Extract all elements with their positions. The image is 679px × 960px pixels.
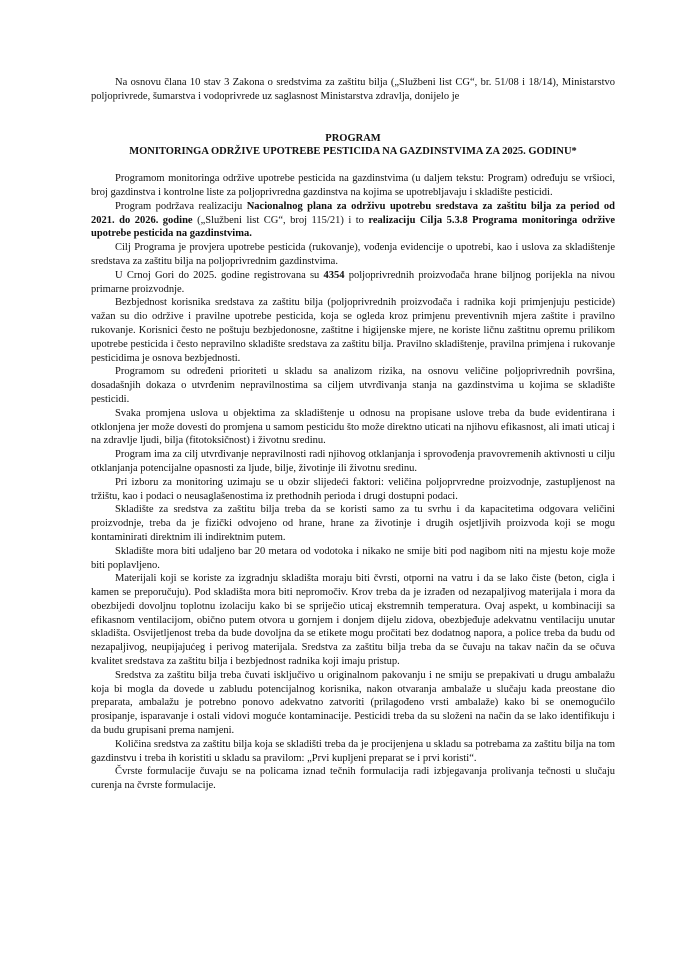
paragraph-10: Skladište za sredstva za zaštitu bilja treba da se koristi samo za tu svrhu i da kapacitetima odgovara veličini proizvodnje, treba da je fizički odvojeno od hrane, hrane za životinje i drugih osjetljivih proizvoda koji se mogu kontaminirati direktnim ili indirektnim putem.: [91, 504, 615, 543]
p2-bold-plan: Nacionalnog plana za održivu upotrebu sredstava za zaštitu bilja za period od 2021. do 2026. godine: [91, 200, 615, 226]
paragraph-1: Programom monitoringa održive upotrebe pesticida na gazdinstvima (u daljem tekstu: Program) određuju se vršioci, broj gazdinstva i kontrolne liste za poljoprivredna gazdinstva na kojima se upotrebljavaju i skladište pesticidi.: [91, 173, 615, 198]
document-title: [91, 132, 615, 160]
intro-paragraph: Na osnovu člana 10 stav 3 Zakona o sredstvima za zaštitu bilja („Službeni list CG“, br. 51/08 i 18/14), Ministarstvo poljoprivrede, šumarstva i vodoprivrede uz saglasnost Ministarstva zdravlja, donijelo je: [91, 77, 615, 102]
title-line-2: MONITORINGA ODRŽIVE UPOTREBE PESTICIDA NA GAZDINSTVIMA ZA 2025. GODINU*: [129, 146, 577, 158]
paragraph-11: Skladište mora biti udaljeno bar 20 metara od vodotoka i nikako ne smije biti pod nagibom niti na mjestu koje može biti poplavljeno.: [91, 545, 615, 571]
paragraph-4: [91, 269, 615, 297]
p2-bold-goal: realizaciju Cilja 5.3.8 Programa monitoringa održive upotrebe pesticida na gazdinstvima.: [91, 214, 615, 240]
paragraph-14: Količina sredstva za zaštitu bilja koja se skladišti treba da je procijenjena u skladu sa potrebama za zaštitu bilja na tom gazdinstvu i treba ih koristiti u skladu sa pravilom: „Prvi kupljeni preparat se i prvi koristi“.: [91, 738, 615, 764]
title-line-1: PROGRAM: [325, 132, 381, 144]
paragraph-13: Sredstva za zaštitu bilja treba čuvati isključivo u originalnom pakovanju i ne smiju se prepakivati u drugu ambalažu koja bi mogla da dovede u zabludu potencijalnog korisnika, nakon otvaranja ambalaže u slučaju kada preostane dio preparata, ambalažu je potrebno ponovo adekvatno zatvoriti (prilagođeno vrsti ambalaže) kako bi se onemogućilo prosipanje, isparavanje i ostali vidovi moguće kontaminacije. Pesticidi treba da su složeni na način da se lako identifikuju i da budu grupisani prema namjeni.: [91, 669, 615, 737]
p4-bold-count: 4354: [323, 269, 345, 281]
paragraph-2: [91, 200, 615, 241]
paragraph-7: Svaka promjena uslova u objektima za skladištenje u odnosu na propisane uslove treba da bude evidentirana i otklonjena jer može dovesti do promjena u samom pesticidu što može direktno uticati na njihovu efikasnost, ali imati uticaj i na zdravlje ljudi, bilja (fitotoksičnost) i životnu sredinu.: [91, 407, 615, 447]
paragraph-9: Pri izboru za monitoring uzimaju se u obzir slijedeći faktori: veličina poljoprvredne proizvodnje, zastupljenost na tržištu, kao i podaci o neusaglašenostima iz prethodnih perioda i drugi dostupni podaci.: [91, 476, 615, 502]
paragraph-5: Bezbjednost korisnika sredstava za zaštitu bilja (poljoprivrednih proizvođača i radnika koji primjenjuju pesticide) važan su dio održive i pravilne upotrebe pesticida, koja se ogleda kroz primjenu preventivnih mjera zaštite i pravilno rukovanje. Korisnici često ne poštuju bezbjedonosne, zaštitne i higijenske mjere, ne koriste ličnu zaštitnu opremu prilikom upotrebe pesticida i često nepravilno skladište sredstava za zaštitu bilja. Pravilno skladištenje, pravilna primjena i rukovanje pesticidima je osnova bezbjednosti.: [91, 297, 615, 364]
paragraph-3: Cilj Programa je provjera upotrebe pesticida (rukovanje), vođenja evidencije o upotrebi, kao i uslova za skladištenje sredstava za zaštitu bilja na poljoprivrednim gazdinstvima.: [91, 242, 615, 267]
document-page: [91, 76, 615, 793]
paragraph-6: Programom su određeni prioriteti u skladu sa analizom rizika, na osnovu veličine poljoprivrednih površina, dosadašnjih dokaza o utvrđenim nepravilnostima sa ciljem utvrđivanja stanja na gazdinstvima u kojima se skladište pesticidi.: [91, 366, 615, 405]
p4-text-c: poljoprivrednih proizvođača hrane biljnog porijekla na nivou primarne proizvodnje.: [91, 269, 615, 295]
p4-text-a: U Crnoj Gori do 2025. godine registrovana su: [115, 269, 324, 281]
p2-text-a: Program podržava realizaciju: [115, 200, 247, 212]
paragraph-15: Čvrste formulacije čuvaju se na policama iznad tečnih formulacija radi izbjegavanja prolivanja tečnosti u slučaju curenja na čvrste formulacije.: [91, 766, 615, 792]
paragraph-8: Program ima za cilj utvrđivanje nepravilnosti radi njihovog otklanjanja i sprovođenja pravovremenih aktivnosti u cilju otklanjanja potencijalne opasnosti za ljude, bilje, životinje ili životnu sredinu.: [91, 449, 615, 474]
paragraph-12: Materijali koji se koriste za izgradnju skladišta moraju biti čvrsti, otporni na vatru i da se lako čiste (beton, cigla i kamen se preporučuju). Pod skladišta mora biti nepromočiv. Krov treba da je izrađen od nezapaljivog materijala i mora da obezbijedi dovoljnu toplotnu izolaciju kako bi se spriječio uticaj ekstremnih temperatura. Ovaj aspekt, u kombinaciji sa efikasnom ventilacijom, obično putem otvora u gornjem i donjem dijelu zidova, obezbjeđuje adekvatnu ventilaciju unutar skladišta. Osvijetljenost treba da bude dovoljna da se etikete mogu pročitati bez dodatnog napora, a police treba da budu od nezapaljivog, neupijajućeg i perivog materijala. Sredstva za zaštitu bilja treba da se čuvaju na takav način da se očuva kvalitet sredstava za zaštitu bilja i bezbjednost radnika koji imaju pristup.: [91, 573, 615, 668]
p2-text-c: („Službeni list CG“, broj 115/21) i to: [192, 214, 369, 226]
